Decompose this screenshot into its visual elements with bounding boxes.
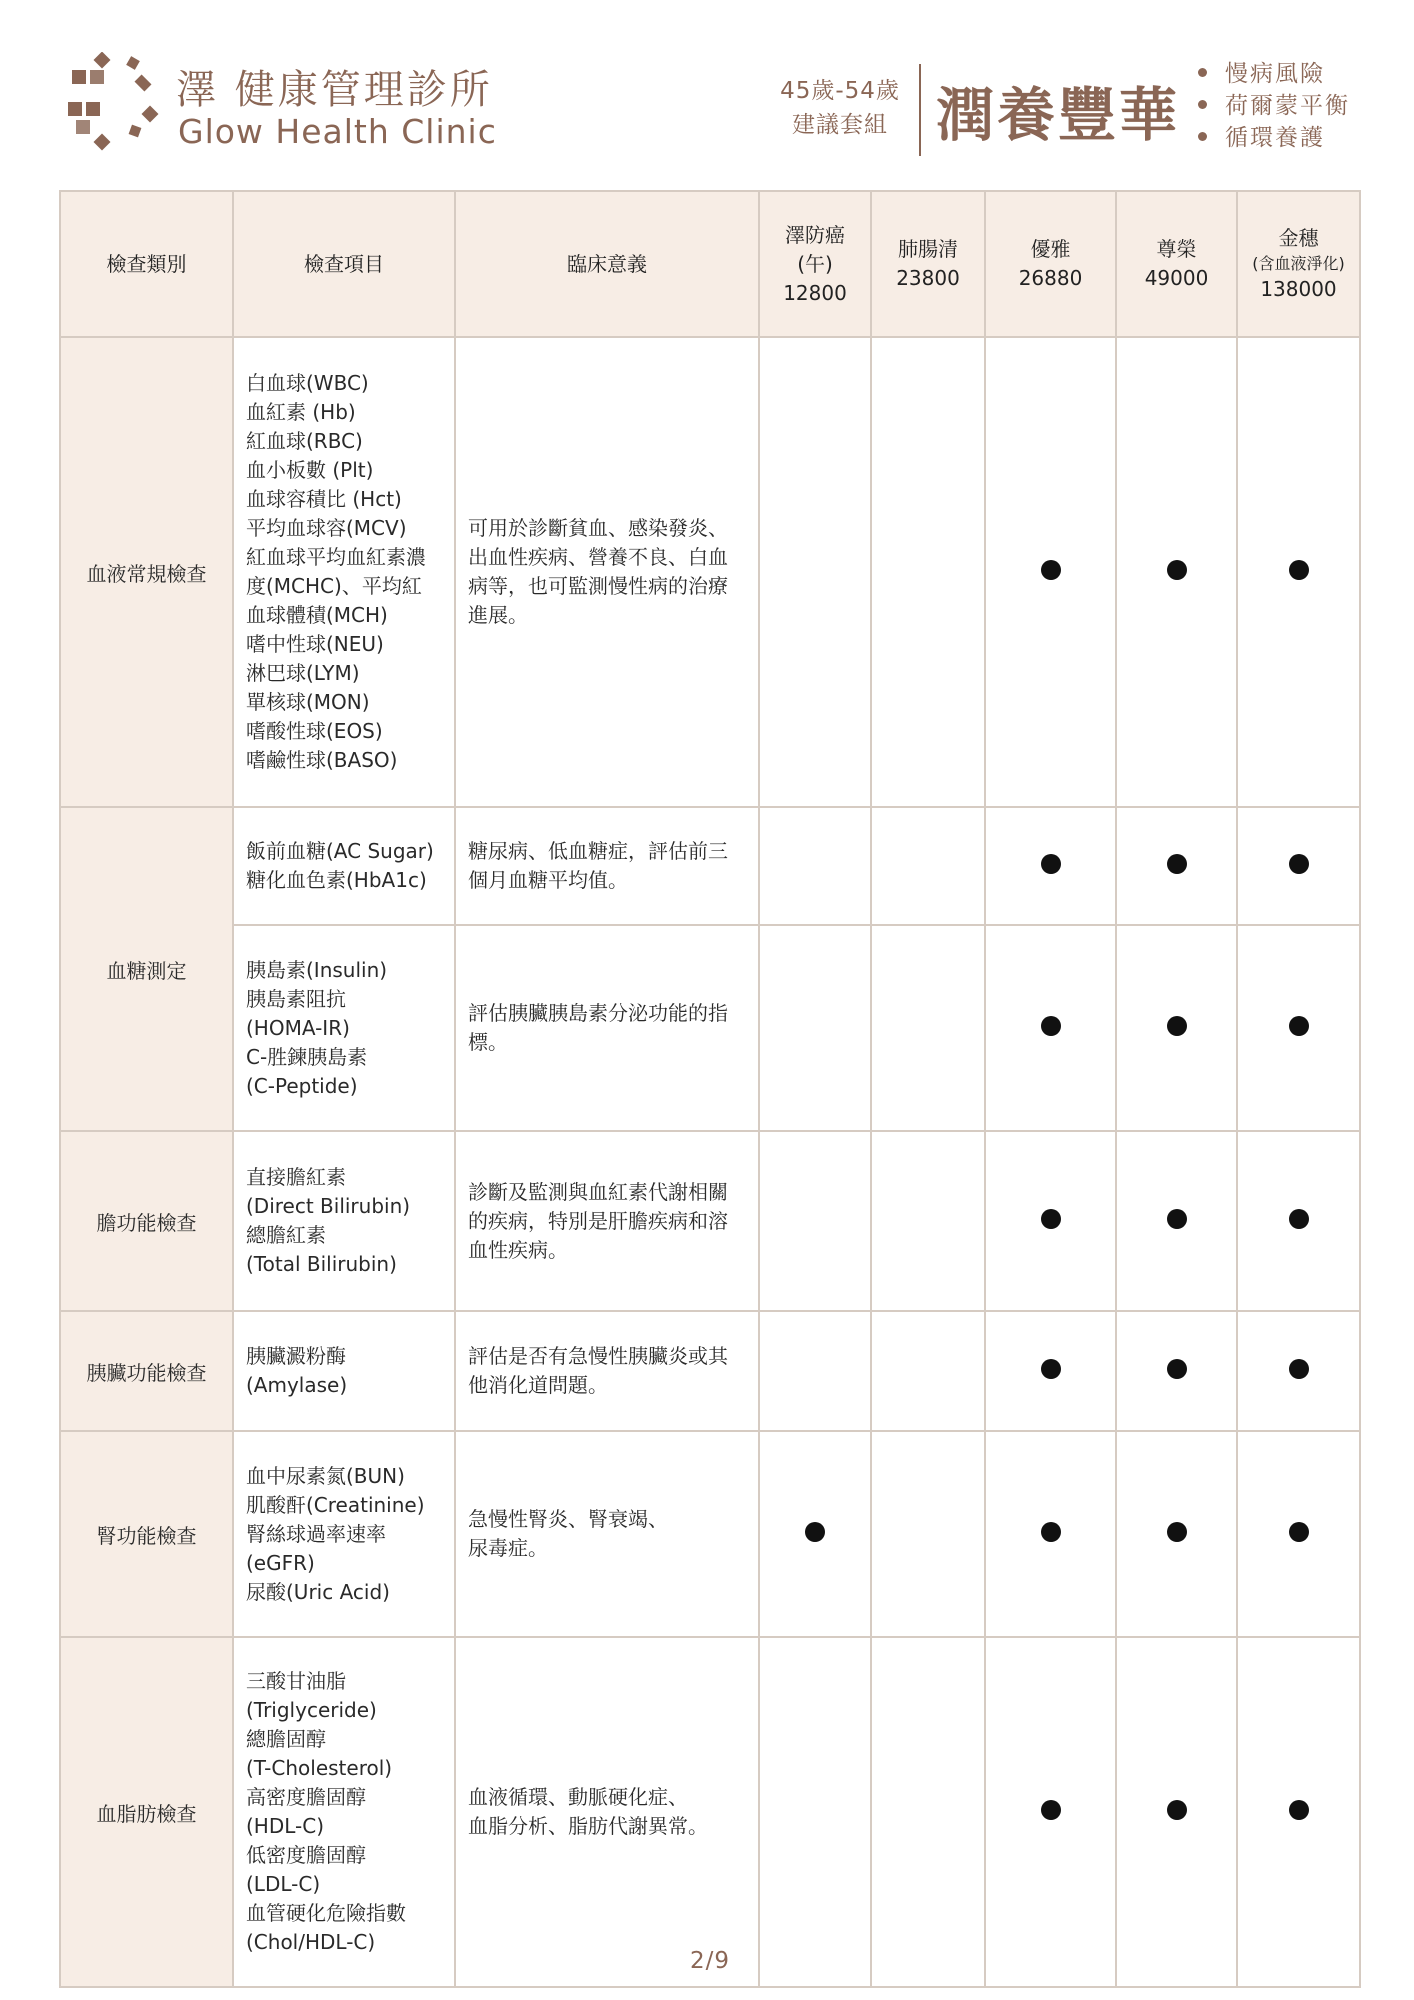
package-mark — [759, 1431, 871, 1637]
package-mark — [1116, 1431, 1237, 1637]
category-cell: 膽功能檢查 — [60, 1131, 233, 1311]
meaning-cell: 血液循環、動脈硬化症、 血脂分析、脂肪代謝異常。 — [455, 1637, 759, 1987]
category-cell: 胰臟功能檢查 — [60, 1311, 233, 1431]
check-dot-icon — [1289, 1522, 1309, 1542]
check-dot-icon — [1289, 854, 1309, 874]
table-row — [60, 925, 1360, 1131]
feature-label: 荷爾蒙平衡 — [1225, 93, 1350, 119]
feature-item — [1198, 90, 1350, 122]
items-cell: 胰臟澱粉酶 (Amylase) — [233, 1311, 455, 1431]
header-meaning: 臨床意義 — [455, 191, 759, 337]
package-mark — [1116, 1311, 1237, 1431]
header-package-2: 肺腸清 23800 — [871, 191, 985, 337]
package-mark — [1116, 925, 1237, 1131]
check-dot-icon — [1167, 1016, 1187, 1036]
package-mark — [985, 1431, 1116, 1637]
package-mark — [985, 1311, 1116, 1431]
table-row — [60, 1311, 1360, 1431]
package-mark — [1116, 1131, 1237, 1311]
package-mark — [759, 807, 871, 925]
header-item: 檢查項目 — [233, 191, 455, 337]
package-mark — [985, 925, 1116, 1131]
feature-label: 循環養護 — [1225, 125, 1325, 151]
check-dot-icon — [1041, 1016, 1061, 1036]
feature-label: 慢病風險 — [1225, 61, 1325, 87]
check-dot-icon — [1041, 854, 1061, 874]
check-dot-icon — [1167, 854, 1187, 874]
package-title: 潤養豐華 — [936, 81, 1181, 149]
package-mark — [759, 925, 871, 1131]
feature-item — [1198, 58, 1350, 90]
category-cell: 腎功能檢查 — [60, 1431, 233, 1637]
check-dot-icon — [1041, 1359, 1061, 1379]
check-dot-icon — [1289, 1800, 1309, 1820]
check-dot-icon — [1041, 560, 1061, 580]
meaning-cell: 評估胰臟胰島素分泌功能的指 標。 — [455, 925, 759, 1131]
table-header-row — [60, 191, 1360, 337]
package-mark — [1116, 1637, 1237, 1987]
package-mark — [871, 1431, 985, 1637]
bullet-icon — [1198, 132, 1207, 141]
package-mark — [1237, 1311, 1360, 1431]
items-cell: 三酸甘油脂 (Triglyceride) 總膽固醇 (T-Cholesterol) 高密度膽固醇 (HDL-C) 低密度膽固醇 (LDL-C) 血管硬化危險指數 (Chol/HDL-C) — [233, 1637, 455, 1987]
clinic-name-chinese: 澤 健康管理診所 — [176, 67, 493, 113]
check-dot-icon — [805, 1522, 825, 1542]
exam-items-table — [59, 190, 1361, 1988]
package-mark — [1237, 925, 1360, 1131]
age-range: 45歲-54歲 — [780, 78, 900, 104]
meaning-cell: 糖尿病、低血糖症，評估前三 個月血糖平均值。 — [455, 807, 759, 925]
page-number: 2/9 — [690, 1948, 731, 1974]
package-mark — [871, 337, 985, 807]
items-cell: 白血球(WBC) 血紅素 (Hb) 紅血球(RBC) 血小板數 (Plt) 血球容積比 (Hct) 平均血球容(MCV) 紅血球平均血紅素濃 度(MCHC)、平均紅 血球體積(MCH) 嗜中性球(NEU) 淋巴球(LYM) 單核球(MON) 嗜酸性球(EOS) 嗜鹼性球(BASO) — [233, 337, 455, 807]
meaning-cell: 診斷及監測與血紅素代謝相關 的疾病，特別是肝膽疾病和溶 血性疾病。 — [455, 1131, 759, 1311]
package-mark — [1237, 807, 1360, 925]
table-row — [60, 807, 1360, 925]
package-mark — [871, 925, 985, 1131]
items-cell: 直接膽紅素 (Direct Bilirubin) 總膽紅素 (Total Bilirubin) — [233, 1131, 455, 1311]
items-cell: 胰島素(Insulin) 胰島素阻抗 (HOMA-IR) C-胜鍊胰島素 (C-Peptide) — [233, 925, 455, 1131]
table-row — [60, 337, 1360, 807]
check-dot-icon — [1167, 1359, 1187, 1379]
check-dot-icon — [1041, 1800, 1061, 1820]
package-mark — [985, 1131, 1116, 1311]
clinic-logo-icon — [66, 52, 164, 156]
header-divider — [919, 64, 921, 156]
package-mark — [759, 1131, 871, 1311]
check-dot-icon — [1289, 1209, 1309, 1229]
table-row — [60, 1131, 1360, 1311]
header-package-3: 優雅 26880 — [985, 191, 1116, 337]
package-mark — [759, 1637, 871, 1987]
bullet-icon — [1198, 68, 1207, 77]
header-package-4: 尊榮 49000 — [1116, 191, 1237, 337]
feature-item — [1198, 122, 1350, 154]
header-category: 檢查類別 — [60, 191, 233, 337]
package-mark — [985, 1637, 1116, 1987]
package-mark — [1116, 337, 1237, 807]
age-range-label — [760, 74, 920, 142]
category-cell: 血糖測定 — [60, 807, 233, 1131]
package-mark — [871, 1637, 985, 1987]
items-cell: 血中尿素氮(BUN) 肌酸酐(Creatinine) 腎絲球過率速率 (eGFR) 尿酸(Uric Acid) — [233, 1431, 455, 1637]
header-package-1: 澤防癌 (午) 12800 — [759, 191, 871, 337]
package-mark — [1237, 1131, 1360, 1311]
check-dot-icon — [1167, 1209, 1187, 1229]
package-mark — [759, 1311, 871, 1431]
package-mark — [871, 1131, 985, 1311]
package-features — [1198, 58, 1350, 154]
package-mark — [871, 807, 985, 925]
meaning-cell: 可用於診斷貧血、感染發炎、 出血性疾病、營養不良、白血 病等，也可監測慢性病的治療 進展。 — [455, 337, 759, 807]
package-mark — [1116, 807, 1237, 925]
header-package-5: 金穗 (含血液淨化) 138000 — [1237, 191, 1360, 337]
package-mark — [1237, 337, 1360, 807]
package-mark — [985, 337, 1116, 807]
package-mark — [1237, 1431, 1360, 1637]
category-cell: 血脂肪檢查 — [60, 1637, 233, 1987]
package-mark — [871, 1311, 985, 1431]
package-mark — [759, 337, 871, 807]
meaning-cell: 評估是否有急慢性胰臟炎或其 他消化道問題。 — [455, 1311, 759, 1431]
meaning-cell: 急慢性腎炎、腎衰竭、 尿毒症。 — [455, 1431, 759, 1637]
table-row — [60, 1431, 1360, 1637]
category-cell: 血液常規檢查 — [60, 337, 233, 807]
check-dot-icon — [1167, 1522, 1187, 1542]
check-dot-icon — [1041, 1209, 1061, 1229]
package-mark — [985, 807, 1116, 925]
check-dot-icon — [1289, 1359, 1309, 1379]
recommended-package-label: 建議套組 — [792, 112, 888, 138]
check-dot-icon — [1167, 1800, 1187, 1820]
clinic-name-english: Glow Health Clinic — [178, 112, 497, 151]
check-dot-icon — [1289, 560, 1309, 580]
items-cell: 飯前血糖(AC Sugar) 糖化血色素(HbA1c) — [233, 807, 455, 925]
package-mark — [1237, 1637, 1360, 1987]
check-dot-icon — [1167, 560, 1187, 580]
table-row — [60, 1637, 1360, 1987]
bullet-icon — [1198, 100, 1207, 109]
check-dot-icon — [1041, 1522, 1061, 1542]
check-dot-icon — [1289, 1016, 1309, 1036]
